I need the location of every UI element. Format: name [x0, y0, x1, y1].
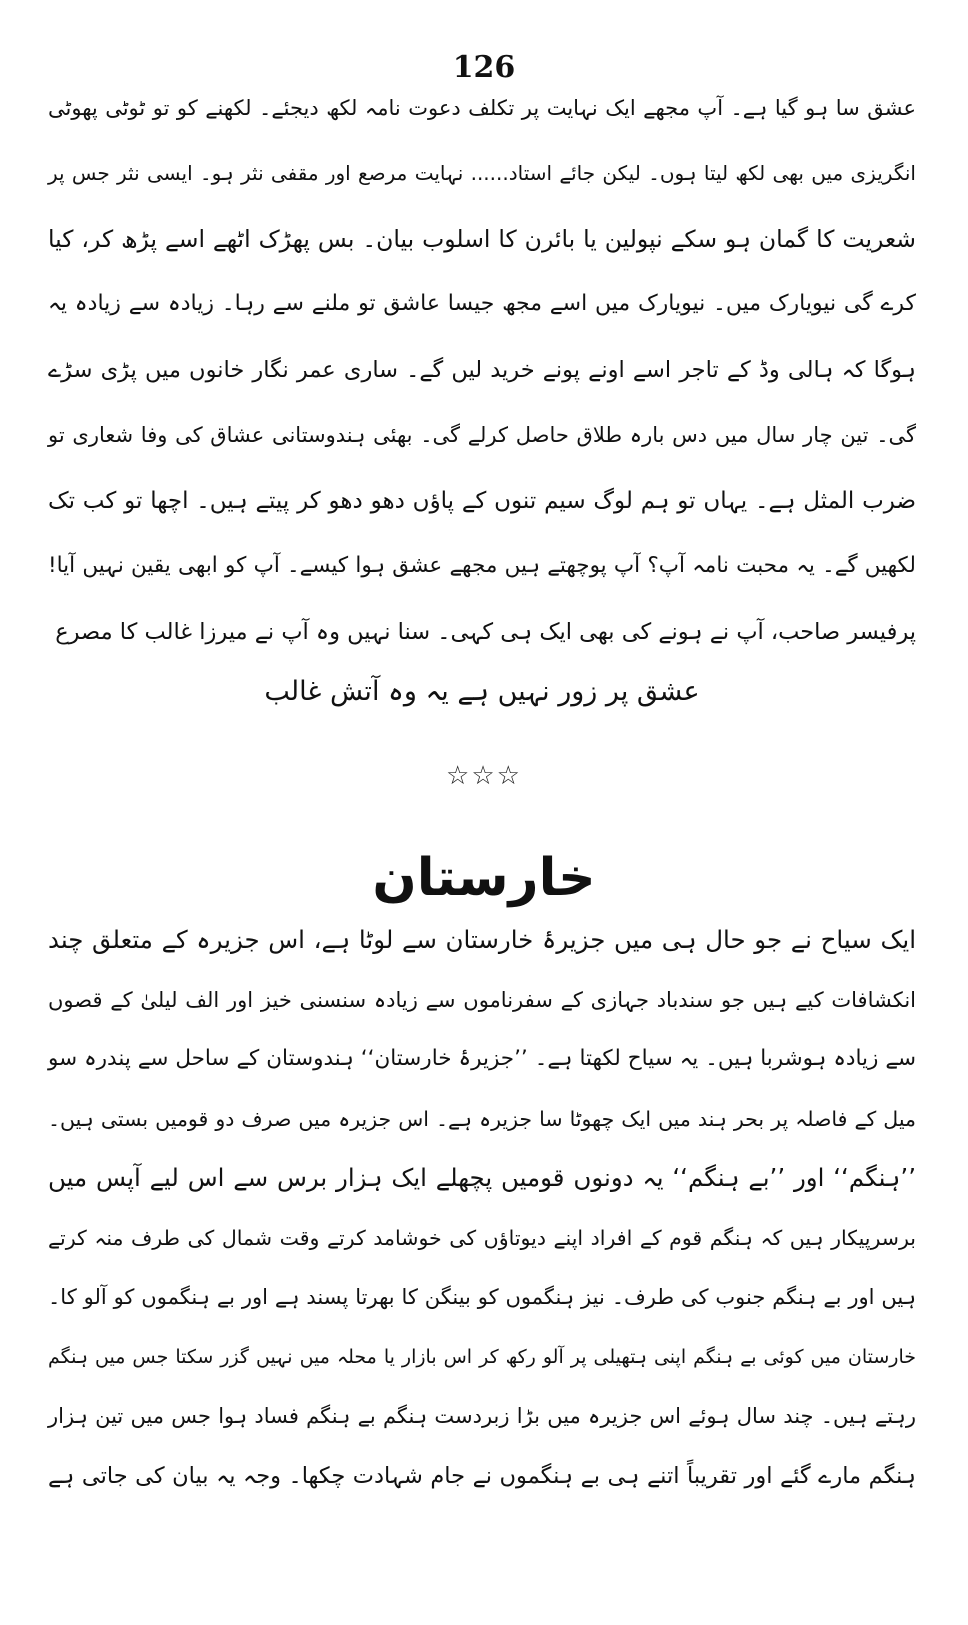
text-line: ہوگا کہ ہالی وڈ کے تاجر اسے اونے پونے خرید لیں گے۔ ساری عمر نگار خانوں میں پڑی سڑے	[48, 357, 916, 383]
text-line: عشق سا ہو گیا ہے۔ آپ مجھے ایک نہایت پر تکلف دعوت نامہ لکھ دیجئے۔ لکھنے کو تو ٹوٹی پھوٹی	[48, 96, 916, 120]
page-number: 126	[452, 50, 516, 85]
text-line: لکھیں گے۔ یہ محبت نامہ آپ؟ آپ پوچھتے ہیں مجھے عشق ہوا کیسے۔ آپ کو ابھی یقین نہیں آیا!	[48, 553, 916, 578]
text-line: خارستان میں کوئی بے ہنگم اپنی ہتھیلی پر آلو رکھ کر اس بازار یا محلہ میں نہیں گزر سکتا جس میں ہنگم	[48, 1346, 916, 1368]
text-line: ایک سیاح نے جو حال ہی میں جزیرۂ خارستان سے لوٹا ہے، اس جزیرہ کے متعلق چند	[48, 925, 916, 954]
text-line: ضرب المثل ہے۔ یہاں تو ہم لوگ سیم تنوں کے پاؤں دھو دھو کر پیتے ہیں۔ اچھا تو کب تک	[48, 488, 916, 514]
text-line: رہتے ہیں۔ چند سال ہوئے اس جزیرہ میں بڑا زبردست ہنگم بے ہنگم فساد ہوا جس میں تین ہزار	[48, 1404, 916, 1428]
text-line: انگریزی میں بھی لکھ لیتا ہوں۔ لیکن جائے استاد...... نہایت مرصع اور مقفی نثر ہو۔ ایسی نثر جس پر	[48, 161, 916, 185]
verse-line: عشق پر زور نہیں ہے یہ وہ آتش غالب	[264, 676, 700, 707]
text-line: ہنگم مارے گئے اور تقریباً اتنے ہی بے ہنگموں نے جام شہادت چکھا۔ وجہ یہ بیان کی جاتی ہے	[48, 1463, 916, 1489]
text-line: کرے گی نیویارک میں۔ نیویارک میں اسے مجھ جیسا عاشق تو ملنے سے رہا۔ زیادہ سے زیادہ یہ	[48, 291, 916, 316]
text-line: پرفیسر صاحب، آپ نے ہونے کی بھی ایک ہی کہی۔ سنا نہیں وہ آپ نے میرزا غالب کا مصرع	[55, 619, 916, 645]
text-line: ہیں اور بے ہنگم جنوب کی طرف۔ نیز ہنگموں کو بینگن کا بھرتا پسند ہے اور بے ہنگموں کو آلو کا۔	[48, 1285, 916, 1309]
text-line: برسرپیکار ہیں کہ ہنگم قوم کے افراد اپنے دیوتاؤں کی خوشامد کرتے وقت شمال کی طرف منہ کرتے	[48, 1226, 916, 1250]
text-line: گی۔ تین چار سال میں دس بارہ طلاق حاصل کرلے گی۔ بھئی ہندوستانی عشاق کی وفا شعاری تو	[48, 423, 916, 447]
section-divider-stars: ☆☆☆	[446, 761, 522, 791]
text-line: شعریت کا گمان ہو سکے نپولین یا بائرن کا اسلوب بیان۔ بس پھڑک اٹھے اسے پڑھ کر، کیا	[48, 225, 916, 253]
text-line: انکشافات کیے ہیں جو سندباد جہازی کے سفرناموں سے زیادہ سنسنی خیز اور الف لیلیٰ کے قصوں	[48, 988, 916, 1012]
text-line: ’’ہنگم‘‘ اور ’’بے ہنگم‘‘ یہ دونوں قومیں پچھلے ایک ہزار برس سے اس لیے آپس میں	[48, 1163, 916, 1192]
section-title: خارستان	[372, 848, 596, 908]
text-line: سے زیادہ ہوشربا ہیں۔ یہ سیاح لکھتا ہے۔ ’’جزیرۂ خارستان‘‘ ہندوستان کے ساحل سے پندرہ سو	[48, 1046, 916, 1071]
text-line: میل کے فاصلہ پر بحر ہند میں ایک چھوٹا سا جزیرہ ہے۔ اس جزیرہ میں صرف دو قومیں بستی ہیں۔	[48, 1107, 916, 1131]
